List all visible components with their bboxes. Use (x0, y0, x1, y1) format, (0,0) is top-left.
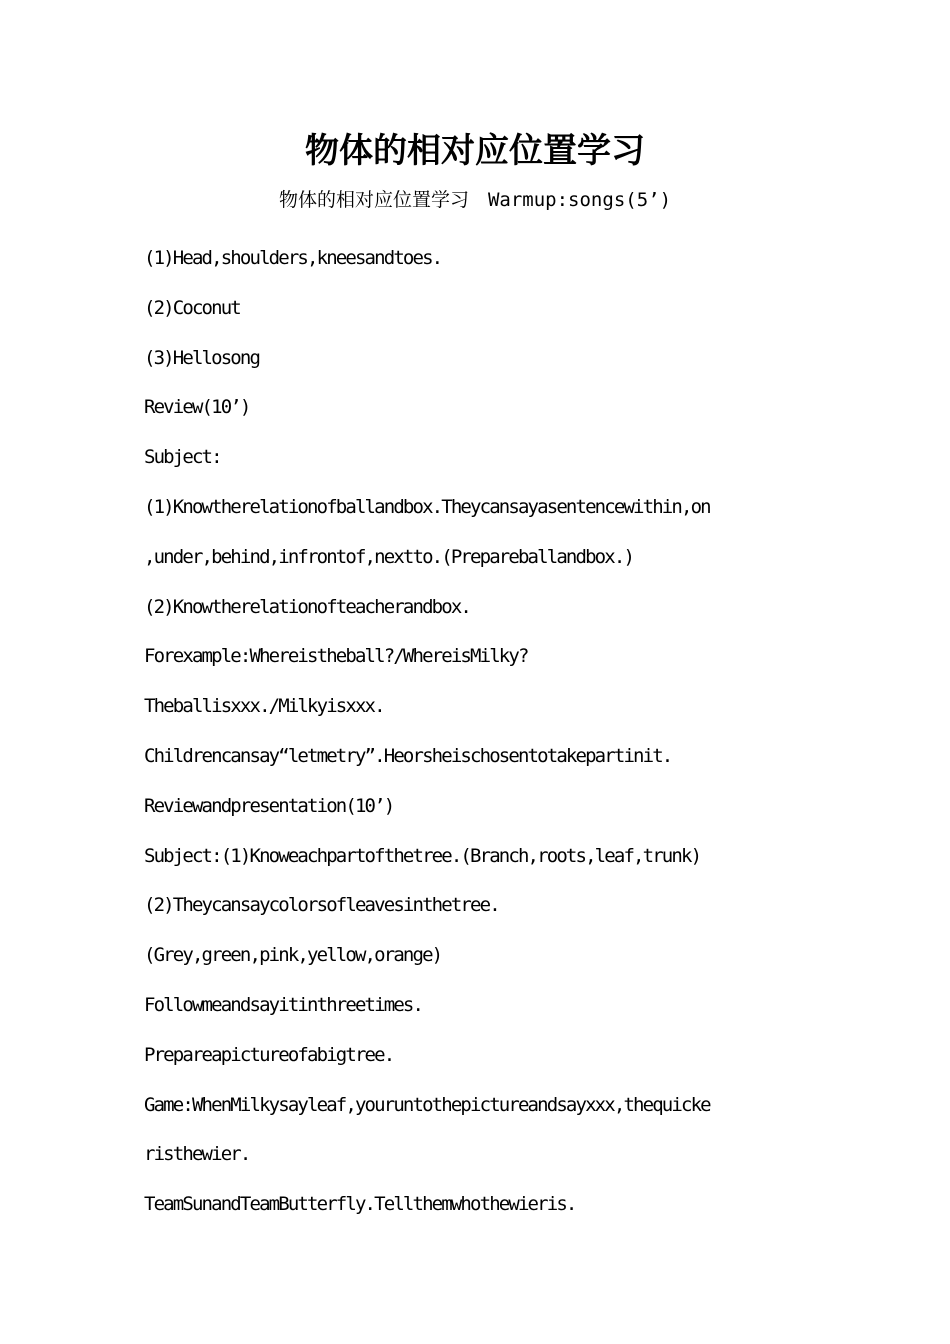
body-line: Theballisxxx./Milkyisxxx. (144, 695, 384, 718)
body-line: Forexample:Whereistheball?/WhereisMilky? (144, 645, 528, 668)
document-body (144, 234, 824, 1230)
document-subtitle: 物体的相对应位置学习 Warmup:songs(5’) (278, 189, 672, 211)
body-line: Review(10’) (144, 396, 250, 419)
body-line: (1)Head,shoulders,kneesandtoes. (144, 247, 442, 269)
body-line: Subject:(1)Knoweachpartofthetree.(Branch,roots,leaf,trunk) (144, 844, 701, 867)
body-line: Reviewandpresentation(10’) (144, 794, 394, 817)
body-line: ,under,behind,infrontof,nextto.(Prepareballandbox.) (144, 545, 634, 568)
body-line: Game:WhenMilkysayleaf,youruntothepictureandsayxxx,thequicke (144, 1093, 710, 1116)
body-line: (2)Knowtherelationofteacherandbox. (144, 595, 471, 618)
body-line: (Grey,green,pink,yellow,orange) (144, 944, 442, 967)
body-line: Prepareapictureofabigtree. (144, 1043, 394, 1066)
body-line: Childrencansay“letmetry”.Heorsheischosentotakepartinit. (144, 744, 672, 767)
body-line: (2)Theycansaycolorsofleavesinthetree. (144, 894, 499, 917)
body-line: Subject: (144, 446, 221, 469)
body-line: risthewier. (144, 1143, 250, 1166)
document-title: 物体的相对应位置学习 (305, 131, 645, 171)
body-line: (3)Hellosong (144, 346, 260, 369)
body-line: TeamSunandTeamButterfly.Tellthemwhothewieris. (144, 1193, 576, 1216)
body-line: (1)Knowtherelationofballandbox.Theycansayasentencewithin,on (144, 495, 710, 518)
body-line: Followmeandsayitinthreetimes. (144, 993, 423, 1016)
body-line: (2)Coconut (144, 296, 240, 319)
